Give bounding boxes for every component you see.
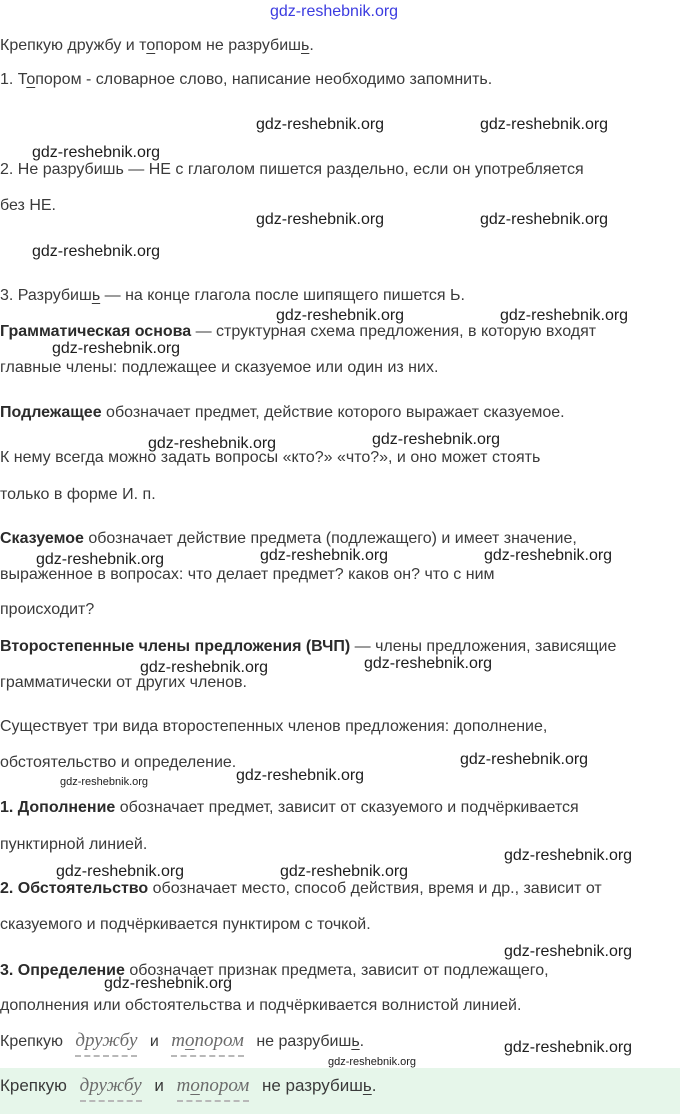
- subject-text: обозначает предмет, действие которого выражает сказуемое.: [101, 404, 565, 421]
- watermark: gdz-reshebnik.org: [52, 340, 181, 357]
- watermark: gdz-reshebnik.org: [480, 211, 609, 228]
- three-types-line-2: обстоятельство и определение.: [0, 754, 237, 771]
- watermark: gdz-reshebnik.org: [148, 435, 277, 452]
- attribute-line-1: [0, 961, 549, 981]
- watermark-small: gdz-reshebnik.org: [328, 1056, 417, 1068]
- watermark: gdz-reshebnik.org: [256, 211, 385, 228]
- sentence-letter: т: [171, 1030, 185, 1051]
- watermark: gdz-reshebnik.org: [236, 767, 365, 784]
- watermark-small: gdz-reshebnik.org: [60, 776, 149, 788]
- sentence-end: .: [371, 1076, 377, 1095]
- point-1-underlined: о: [26, 71, 36, 88]
- sentence-word: Крепкую: [0, 1076, 67, 1095]
- subject-line-3: только в форме И. п.: [0, 486, 156, 503]
- subject-line-1: [0, 403, 565, 423]
- adverbial-term: 2. Обстоятельство: [0, 880, 149, 897]
- point-1-text: пором - словарное слово, написание необходимо запомнить.: [35, 71, 493, 88]
- sentence-letter-underlined: о: [190, 1075, 200, 1096]
- secondary-line-2: грамматически от других членов.: [0, 674, 247, 691]
- watermark: gdz-reshebnik.org: [504, 1039, 633, 1056]
- parsed-sentence-highlight: [0, 1076, 376, 1096]
- watermark: gdz-reshebnik.org: [276, 307, 405, 324]
- watermark: gdz-reshebnik.org: [280, 863, 409, 880]
- heading-sentence: [0, 36, 314, 56]
- predicate-term: Сказуемое: [0, 530, 84, 547]
- grammar-base-line-2: главные члены: подлежащее и сказуемое или один из них.: [0, 359, 439, 376]
- heading-part: Крепкую дружбу и т: [0, 37, 147, 54]
- watermark: gdz-reshebnik.org: [32, 144, 161, 161]
- sentence-letter: пором: [194, 1030, 244, 1051]
- sentence-adverbial-word: [177, 1075, 250, 1102]
- point-3-text: 3. Разрубиш: [0, 287, 92, 304]
- point-1-text: 1. Т: [0, 71, 27, 88]
- watermark: gdz-reshebnik.org: [480, 116, 609, 133]
- point-3-text: — на конце глагола после шипящего пишется Ь.: [100, 287, 465, 304]
- watermark: gdz-reshebnik.org: [460, 751, 589, 768]
- subject-line-2: К нему всегда можно задать вопросы «кто?» «что?», и оно может стоять: [0, 449, 541, 466]
- sentence-word: и: [149, 1033, 159, 1050]
- watermark: gdz-reshebnik.org: [484, 547, 613, 564]
- attribute-term: 3. Определение: [0, 962, 125, 979]
- sentence-end: .: [359, 1033, 365, 1050]
- heading-part: пором не разрубиш: [155, 37, 301, 54]
- grammar-base-text: — структурная схема предложения, в которую входят: [191, 323, 597, 340]
- watermark: gdz-reshebnik.org: [260, 547, 389, 564]
- object-line-1: [0, 798, 579, 818]
- three-types-line-1: Существует три вида второстепенных членов предложения: дополнение,: [0, 718, 548, 735]
- point-2-line-1: 2. Не разрубишь — НЕ с глаголом пишется раздельно, если он употребляется: [0, 161, 584, 178]
- sentence-letter: т: [176, 1075, 191, 1096]
- sentence-letter: пором: [199, 1075, 250, 1096]
- point-3: [0, 286, 465, 306]
- watermark: gdz-reshebnik.org: [500, 307, 629, 324]
- sentence-adverbial-word: [171, 1030, 244, 1057]
- object-text: обозначает предмет, зависит от сказуемого и подчёркивается: [115, 799, 579, 816]
- secondary-line-1: [0, 637, 616, 657]
- grammar-base-term: Грамматическая основа: [0, 323, 192, 340]
- adverbial-line-1: [0, 879, 602, 899]
- watermark: gdz-reshebnik.org: [372, 431, 501, 448]
- watermark: gdz-reshebnik.org: [504, 943, 633, 960]
- watermark-top: gdz-reshebnik.org: [270, 3, 399, 20]
- sentence-letter-underlined: о: [184, 1030, 195, 1051]
- sentence-predicate-word: не разрубиш: [256, 1033, 352, 1050]
- point-1: [0, 70, 492, 90]
- predicate-text: обозначает действие предмета (подлежащего) и имеет значение,: [83, 530, 577, 547]
- object-line-2: пунктирной линией.: [0, 836, 148, 853]
- predicate-line-3: происходит?: [0, 601, 95, 618]
- subject-term: Подлежащее: [0, 404, 102, 421]
- watermark: gdz-reshebnik.org: [36, 551, 165, 568]
- sentence-word: Крепкую: [0, 1033, 63, 1050]
- predicate-line-2: выраженное в вопросах: что делает предмет? каков он? что с ним: [0, 566, 495, 583]
- watermark: gdz-reshebnik.org: [104, 975, 233, 992]
- sentence-object-word: дружбу: [80, 1075, 142, 1102]
- object-term: 1. Дополнение: [0, 799, 116, 816]
- attribute-line-2: дополнения или обстоятельства и подчёркивается волнистой линией.: [0, 997, 522, 1014]
- sentence-letter-underlined: ь: [351, 1033, 360, 1050]
- watermark: gdz-reshebnik.org: [364, 655, 493, 672]
- heading-part: .: [309, 37, 314, 54]
- watermark: gdz-reshebnik.org: [56, 863, 185, 880]
- sentence-letter-underlined: ь: [362, 1076, 372, 1095]
- point-3-underlined: ь: [91, 287, 101, 304]
- watermark: gdz-reshebnik.org: [140, 659, 269, 676]
- adverbial-line-2: сказуемого и подчёркивается пунктиром с точкой.: [0, 916, 371, 933]
- secondary-term: Второстепенные члены предложения (ВЧП): [0, 638, 351, 655]
- watermark: gdz-reshebnik.org: [504, 847, 633, 864]
- heading-underlined-o: о: [146, 37, 156, 54]
- attribute-text: обозначает признак предмета, зависит от подлежащего,: [124, 962, 549, 979]
- secondary-text: — члены предложения, зависящие: [350, 638, 617, 655]
- sentence-predicate-word: не разрубиш: [261, 1076, 363, 1095]
- watermark: gdz-reshebnik.org: [256, 116, 385, 133]
- heading-underlined-soft-sign: ь: [301, 37, 310, 54]
- point-2-line-2: без НЕ.: [0, 197, 56, 214]
- adverbial-text: обозначает место, способ действия, время и др., зависит от: [148, 880, 602, 897]
- sentence-object-word: дружбу: [75, 1030, 137, 1057]
- parsed-sentence-example: [0, 1031, 364, 1052]
- watermark: gdz-reshebnik.org: [32, 243, 161, 260]
- sentence-word: и: [154, 1076, 164, 1095]
